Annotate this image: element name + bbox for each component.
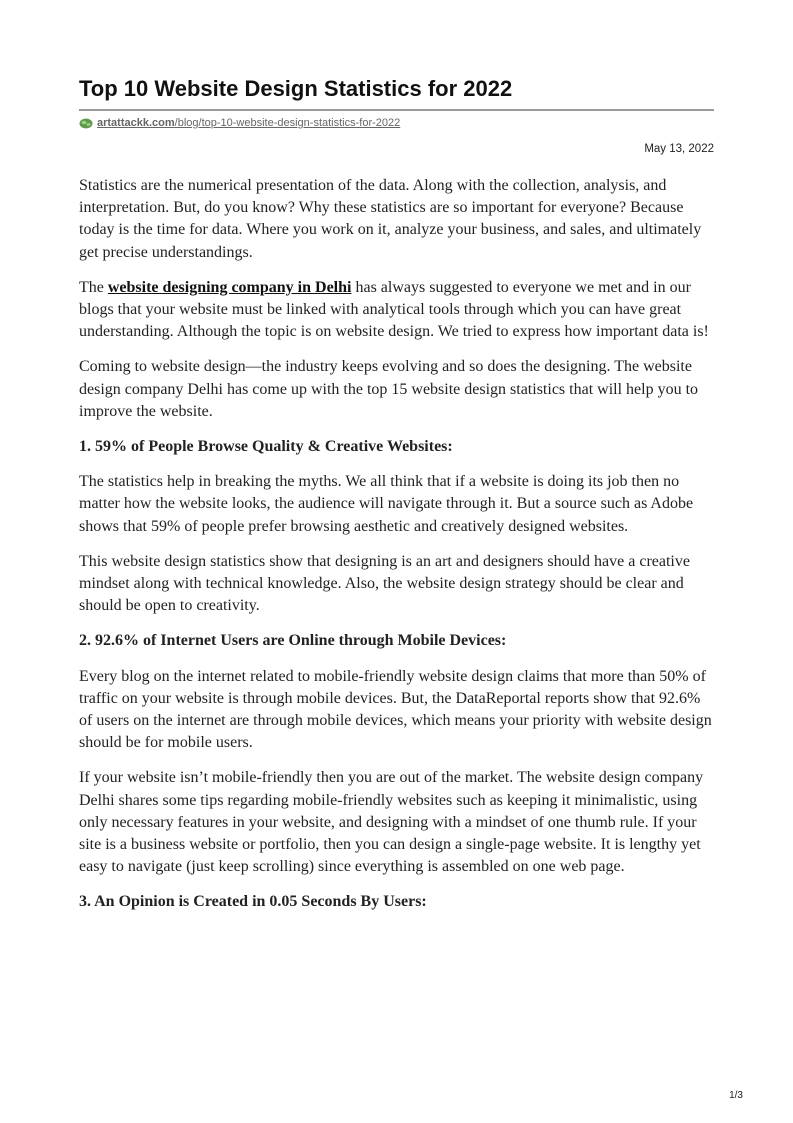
article-body xyxy=(79,175,714,927)
source-path: /blog/top-10-website-design-statistics-for-2022 xyxy=(174,117,401,129)
title-divider xyxy=(79,109,714,111)
source-domain: artattackk.com xyxy=(97,117,175,129)
website-designing-company-link[interactable]: website designing company in Delhi xyxy=(107,278,352,296)
source-link-row xyxy=(79,117,400,129)
paragraph-company xyxy=(79,277,714,344)
heading-stat-2: 2. 92.6% of Internet Users are Online through Mobile Devices: xyxy=(79,632,507,650)
heading-stat-1: 1. 59% of People Browse Quality & Creative Websites: xyxy=(79,438,453,456)
page-number: 1/3 xyxy=(729,1090,743,1101)
paragraph-company-start: The xyxy=(79,278,108,296)
paragraph-stat-1a: The statistics help in breaking the myths. We all think that if a website is doing its job then no matter how the website looks, the audience will navigate through it. But a source such as Adobe shows that 59% of people prefer browsing aesthetic and creatively designed websites. xyxy=(79,473,694,535)
page-title: Top 10 Website Design Statistics for 2022 xyxy=(79,76,513,101)
paragraph-stat-1b: This website design statistics show that designing is an art and designers should have a creative mindset along with technical knowledge. Also, the website design strategy should be clear and should be open to creativity. xyxy=(79,552,690,615)
paragraph-stat-2b: If your website isn’t mobile-friendly then you are out of the market. The website design company Delhi shares some tips regarding mobile-friendly websites such as keeping it minimalistic, using only necessary features in your website, and designing with a mindset of one thumb rule. If your site is a business website or portfolio, then you can design a single-page website. It is lengthy yet easy to navigate (just keep scrolling) since everything is assembled on one web page. xyxy=(79,769,704,876)
paragraph-industry: Coming to website design—the industry keeps evolving and so does the designing. The website design company Delhi has come up with the top 15 website design statistics that will help you to improve the website. xyxy=(79,358,699,420)
paragraph-company-end: has always suggested to everyone we met and in our blogs that your website must be linked with analytical tools through which you can have great understanding. Although the topic is on website design. We tried to express how important data is! xyxy=(79,278,709,341)
source-url-link[interactable] xyxy=(97,117,400,129)
paragraph-stat-2a: Every blog on the internet related to mobile-friendly website design claims that more than 50% of traffic on your website is through mobile devices. But, the DataReportal reports show that 92.6% of users on the internet are through mobile devices, which means your priority with website design should be for mobile users. xyxy=(79,667,712,752)
globe-icon xyxy=(79,118,93,129)
paragraph-intro: Statistics are the numerical presentation of the data. Along with the collection, analysis, and interpretation. But, do you know? Why these statistics are so important for everyone? Because today is the time for data. Where you work on it, analyze your business, and sales, and ultimately get precise understandings. xyxy=(79,177,702,261)
publish-date: May 13, 2022 xyxy=(644,143,714,155)
heading-stat-3: 3. An Opinion is Created in 0.05 Seconds By Users: xyxy=(79,893,427,911)
